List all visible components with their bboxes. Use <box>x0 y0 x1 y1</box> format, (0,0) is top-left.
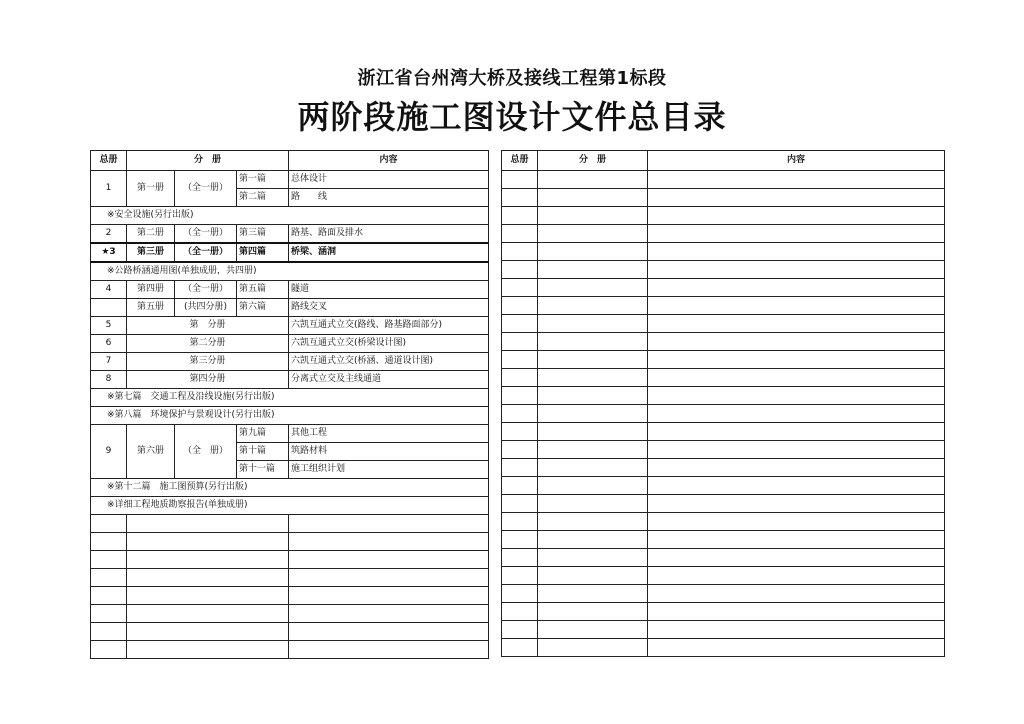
empty-cell <box>648 531 945 549</box>
empty-cell <box>91 515 127 533</box>
empty-cell <box>289 587 489 605</box>
cell-volume: 第三分册 <box>127 353 289 371</box>
empty-cell <box>648 621 945 639</box>
empty-row <box>502 585 945 603</box>
empty-cell <box>91 533 127 551</box>
cell-pian: 第九篇 <box>237 425 289 443</box>
empty-cell <box>538 225 648 243</box>
cell-content: 路基、路面及排水 <box>289 225 489 244</box>
empty-cell <box>502 387 538 405</box>
table-row-highlighted <box>91 243 489 262</box>
cell-total <box>91 299 127 317</box>
empty-cell <box>502 243 538 261</box>
empty-row <box>502 423 945 441</box>
cell-volume: 第一册 <box>127 171 175 207</box>
empty-cell <box>502 441 538 459</box>
empty-row <box>502 369 945 387</box>
cell-total: 8 <box>91 371 127 389</box>
empty-cell <box>538 207 648 225</box>
empty-row <box>502 549 945 567</box>
table-row <box>91 425 489 443</box>
empty-cell <box>648 189 945 207</box>
header-total: 总册 <box>502 151 538 171</box>
note-row: ※详细工程地质勘察报告(单独成册) <box>91 497 489 515</box>
empty-cell <box>502 369 538 387</box>
left-catalog-table <box>90 150 489 659</box>
empty-cell <box>502 225 538 243</box>
table-row <box>91 299 489 317</box>
empty-row <box>502 459 945 477</box>
header-total: 总册 <box>91 151 127 171</box>
empty-row <box>91 641 489 659</box>
empty-row <box>91 569 489 587</box>
empty-cell <box>648 603 945 621</box>
table-row <box>91 479 489 497</box>
cell-content: 施工组织计划 <box>289 461 489 479</box>
cell-subvolume: （全一册） <box>175 171 237 207</box>
empty-cell <box>538 333 648 351</box>
empty-rows-group <box>502 171 945 657</box>
empty-cell <box>502 333 538 351</box>
empty-row <box>502 495 945 513</box>
empty-cell <box>538 261 648 279</box>
header-volume: 分 册 <box>538 151 648 171</box>
empty-cell <box>502 603 538 621</box>
empty-row <box>502 405 945 423</box>
header-content: 内容 <box>289 151 489 171</box>
empty-cell <box>502 585 538 603</box>
table-row <box>91 371 489 389</box>
empty-row <box>91 551 489 569</box>
empty-cell <box>538 423 648 441</box>
empty-cell <box>648 243 945 261</box>
table-row <box>91 207 489 225</box>
empty-cell <box>648 513 945 531</box>
empty-cell <box>648 297 945 315</box>
empty-row <box>502 333 945 351</box>
empty-cell <box>289 623 489 641</box>
empty-row <box>502 189 945 207</box>
cell-total: 9 <box>91 425 127 479</box>
empty-cell <box>648 261 945 279</box>
cell-total: 1 <box>91 171 127 207</box>
cell-pian: 第十一篇 <box>237 461 289 479</box>
cell-volume: 第四分册 <box>127 371 289 389</box>
empty-cell <box>538 531 648 549</box>
empty-cell <box>648 171 945 189</box>
empty-cell <box>502 261 538 279</box>
cell-content: 六凯互通式立交(桥梁设计图) <box>289 335 489 353</box>
empty-cell <box>289 605 489 623</box>
empty-cell <box>289 533 489 551</box>
table-row <box>91 281 489 299</box>
cell-content: 筑路材料 <box>289 443 489 461</box>
empty-cell <box>502 549 538 567</box>
empty-row <box>91 623 489 641</box>
empty-row <box>502 279 945 297</box>
empty-cell <box>502 189 538 207</box>
table-header-row <box>502 151 945 171</box>
cell-subvolume: （全一册） <box>175 225 237 244</box>
empty-cell <box>127 587 289 605</box>
empty-cell <box>538 189 648 207</box>
empty-row <box>502 513 945 531</box>
empty-cell <box>648 279 945 297</box>
empty-cell <box>538 513 648 531</box>
empty-cell <box>538 171 648 189</box>
empty-cell <box>538 387 648 405</box>
empty-cell <box>289 515 489 533</box>
table-row <box>91 262 489 281</box>
empty-cell <box>538 243 648 261</box>
empty-cell <box>538 639 648 657</box>
empty-cell <box>648 225 945 243</box>
empty-cell <box>648 477 945 495</box>
cell-content: 桥梁、涵洞 <box>289 243 489 262</box>
empty-cell <box>648 495 945 513</box>
empty-cell <box>127 533 289 551</box>
empty-row <box>502 621 945 639</box>
cell-pian: 第一篇 <box>237 171 289 189</box>
cell-pian: 第六篇 <box>237 299 289 317</box>
cell-content: 分离式立交及主线通道 <box>289 371 489 389</box>
empty-cell <box>502 405 538 423</box>
empty-cell <box>502 513 538 531</box>
empty-cell <box>538 351 648 369</box>
empty-cell <box>538 315 648 333</box>
empty-cell <box>648 423 945 441</box>
table-row <box>91 335 489 353</box>
header-volume: 分 册 <box>127 151 289 171</box>
cell-volume: 第二分册 <box>127 335 289 353</box>
cell-content: 其他工程 <box>289 425 489 443</box>
empty-cell <box>502 459 538 477</box>
empty-cell <box>538 621 648 639</box>
empty-cell <box>502 477 538 495</box>
cell-content: 隧道 <box>289 281 489 299</box>
empty-cell <box>502 207 538 225</box>
cell-content: 六凯互通式立交(桥涵、通道设计图) <box>289 353 489 371</box>
empty-row <box>502 297 945 315</box>
note-row: ※第八篇 环境保护与景观设计(另行出版) <box>91 407 489 425</box>
table-header-row <box>91 151 489 171</box>
empty-cell <box>127 605 289 623</box>
empty-cell <box>502 621 538 639</box>
empty-cell <box>648 639 945 657</box>
empty-cell <box>538 369 648 387</box>
empty-cell <box>502 423 538 441</box>
empty-cell <box>502 297 538 315</box>
header-content: 内容 <box>648 151 945 171</box>
empty-row <box>502 225 945 243</box>
empty-row <box>502 567 945 585</box>
empty-cell <box>648 207 945 225</box>
empty-row <box>502 603 945 621</box>
cell-total: 2 <box>91 225 127 244</box>
table-row <box>91 317 489 335</box>
empty-cell <box>538 405 648 423</box>
cell-volume: 第四册 <box>127 281 175 299</box>
empty-cell <box>648 405 945 423</box>
document-subtitle: 浙江省台州湾大桥及接线工程第1标段 <box>357 68 667 89</box>
cell-pian: 第十篇 <box>237 443 289 461</box>
empty-cell <box>91 551 127 569</box>
empty-cell <box>648 441 945 459</box>
empty-row <box>91 533 489 551</box>
cell-volume: 第 分册 <box>127 317 289 335</box>
empty-row <box>502 315 945 333</box>
empty-row <box>502 477 945 495</box>
cell-total: 4 <box>91 281 127 299</box>
table-row <box>91 407 489 425</box>
cell-volume: 第五册 <box>127 299 175 317</box>
right-catalog-table <box>501 150 945 657</box>
empty-cell <box>648 567 945 585</box>
empty-cell <box>502 279 538 297</box>
cell-total: 5 <box>91 317 127 335</box>
cell-pian: 第五篇 <box>237 281 289 299</box>
empty-cell <box>127 551 289 569</box>
empty-cell <box>127 641 289 659</box>
empty-cell <box>648 585 945 603</box>
empty-row <box>91 587 489 605</box>
table-row <box>91 171 489 189</box>
empty-cell <box>91 623 127 641</box>
note-row: ※第七篇 交通工程及沿线设施(另行出版) <box>91 389 489 407</box>
empty-cell <box>127 515 289 533</box>
empty-cell <box>502 567 538 585</box>
empty-cell <box>502 495 538 513</box>
cell-subvolume: （全 册） <box>175 425 237 479</box>
empty-cell <box>538 585 648 603</box>
empty-cell <box>502 315 538 333</box>
empty-cell <box>538 549 648 567</box>
cell-content: 路 线 <box>289 189 489 207</box>
empty-cell <box>502 531 538 549</box>
empty-cell <box>648 369 945 387</box>
cell-total: 6 <box>91 335 127 353</box>
empty-cell <box>648 549 945 567</box>
table-row <box>91 353 489 371</box>
empty-cell <box>538 279 648 297</box>
empty-cell <box>538 495 648 513</box>
cell-volume: 第三册 <box>127 243 175 262</box>
empty-cell <box>91 569 127 587</box>
cell-subvolume: （全一册） <box>175 281 237 299</box>
empty-cell <box>648 459 945 477</box>
empty-cell <box>502 351 538 369</box>
table-row <box>91 497 489 515</box>
empty-row <box>502 243 945 261</box>
cell-volume: 第二册 <box>127 225 175 244</box>
document-title: 两阶段施工图设计文件总目录 <box>297 98 727 136</box>
note-row: ※第十二篇 施工图预算(另行出版) <box>91 479 489 497</box>
note-row: ※安全设施(另行出版) <box>91 207 489 225</box>
empty-cell <box>648 351 945 369</box>
empty-row <box>502 639 945 657</box>
cell-pian: 第四篇 <box>237 243 289 262</box>
cell-content: 六凯互通式立交(路线、路基路面部分) <box>289 317 489 335</box>
empty-row <box>91 515 489 533</box>
empty-cell <box>538 297 648 315</box>
empty-cell <box>289 641 489 659</box>
empty-cell <box>538 459 648 477</box>
empty-row <box>502 531 945 549</box>
empty-cell <box>538 441 648 459</box>
table-row <box>91 389 489 407</box>
cell-volume: 第六册 <box>127 425 175 479</box>
empty-row <box>502 261 945 279</box>
empty-cell <box>289 569 489 587</box>
note-row: ※公路桥涵通用图(单独成册，共四册) <box>91 262 489 281</box>
empty-row <box>502 387 945 405</box>
empty-cell <box>648 315 945 333</box>
cell-subvolume: (共四分册) <box>175 299 237 317</box>
empty-cell <box>91 587 127 605</box>
empty-cell <box>538 477 648 495</box>
empty-cell <box>91 641 127 659</box>
empty-cell <box>91 605 127 623</box>
table-row <box>91 225 489 244</box>
cell-content: 路线交叉 <box>289 299 489 317</box>
empty-row <box>502 441 945 459</box>
empty-cell <box>289 551 489 569</box>
empty-cell <box>538 567 648 585</box>
empty-row <box>502 171 945 189</box>
cell-total: 7 <box>91 353 127 371</box>
empty-cell <box>502 171 538 189</box>
cell-subvolume: （全一册） <box>175 243 237 262</box>
cell-pian: 第二篇 <box>237 189 289 207</box>
cell-total: ★3 <box>91 243 127 262</box>
empty-rows-group <box>91 515 489 659</box>
empty-cell <box>538 603 648 621</box>
empty-cell <box>127 623 289 641</box>
empty-cell <box>648 333 945 351</box>
empty-cell <box>127 569 289 587</box>
cell-content: 总体设计 <box>289 171 489 189</box>
empty-cell <box>502 639 538 657</box>
cell-pian: 第三篇 <box>237 225 289 244</box>
empty-row <box>502 207 945 225</box>
empty-cell <box>648 387 945 405</box>
empty-row <box>91 605 489 623</box>
empty-row <box>502 351 945 369</box>
